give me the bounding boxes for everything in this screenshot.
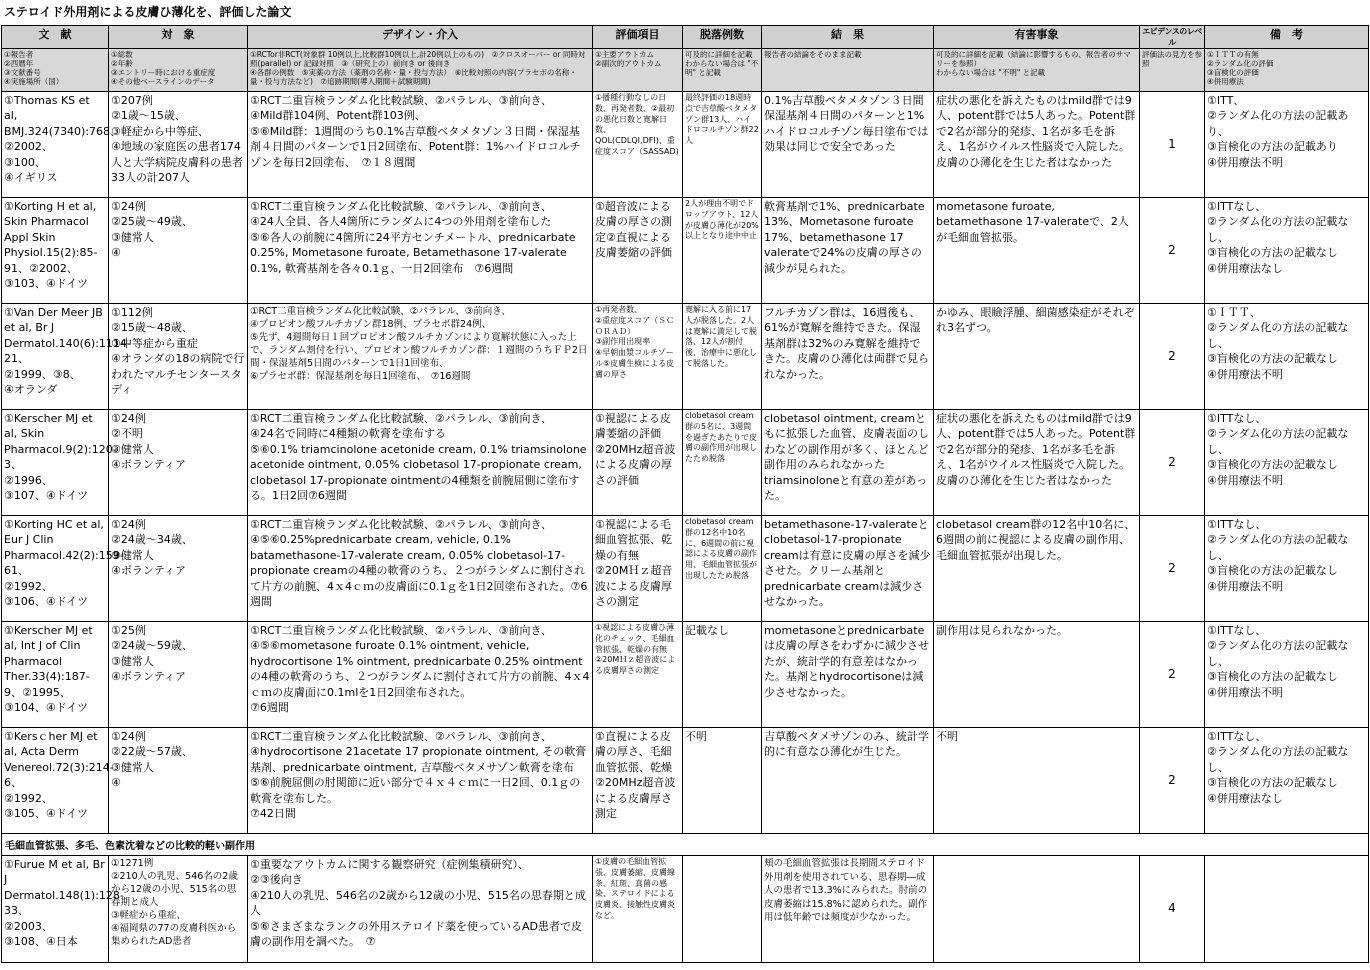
table-row bbox=[2, 198, 1369, 304]
page-title: ステロイド外用剤による皮膚ひ薄化を、評価した論文 bbox=[4, 5, 292, 19]
cell-evidence-level: 1 bbox=[1140, 92, 1205, 198]
cell-results: 0.1%吉草酸ベタメタゾン３日間保湿基剤４日間のパターンと1%ハイドロコルチゾン毎日塗布では効果は同じで安全であった bbox=[762, 92, 934, 198]
cell-adverse: 副作用は見られなかった。 bbox=[934, 622, 1140, 728]
table-row bbox=[2, 516, 1369, 622]
cell-subjects: ①24例 ②22歳～57歳、 ③健常人 ④ bbox=[109, 728, 248, 834]
cell-subjects: ①24例 ②不明 ③健常人 ④ボランティア bbox=[109, 410, 248, 516]
cell-reference: ①Korting HC et al, Eur J Clin Pharmacol.42(2):159-61、 ②1992、 ③106、④ドイツ bbox=[2, 516, 109, 622]
cell-reference: ①Kersｃher MJ et al, Acta Derm Venereol.72(3):214-6、 ②1992、 ③105、④ドイツ bbox=[2, 728, 109, 834]
cell-notes bbox=[1205, 856, 1369, 963]
cell-notes: ①ITTなし、 ②ランダム化の方法の記載なし、 ③盲検化の方法の記載なし ④併用療法なし bbox=[1205, 728, 1369, 834]
cell-adverse: かゆみ、眼瞼浮腫、細菌感染症がそれぞれ3名ずつ。 bbox=[934, 304, 1140, 410]
cell-adverse bbox=[934, 856, 1140, 963]
cell-results: 吉草酸ベタメサゾンのみ、統計学的に有意なひ薄化が生じた。 bbox=[762, 728, 934, 834]
cell-endpoints: ①視認による毛細血管拡張、乾燥の有無 ②20MＨｚ超音波による皮膚厚さの測定 bbox=[593, 516, 683, 622]
cell-design: ①RCT二重盲検ランダム化比較試験、②パラレル、③前向き、 ④⑤⑥mometasone furoate 0.1% ointment, vehicle, hydrocortisone 1% ointment, prednicarbate 0.25% ointment の4種の軟膏のうち、２つがランダムに割付されて片方の前腕、4ｘ4ｃｍの皮膚面に0.1mlを1日2回塗布された。 ⑦6週間 bbox=[248, 622, 593, 728]
cell-design: ①RCT二重盲検ランダム化比較試験、②パラレル、③前向き、 ④プロピオン酸フルチカゾン群18例、プラセボ群24例、 ⑤先ず、4週間毎日１回プロピオン酸フルチカゾンにより寛解状態に入った上で、ランダム割付を行い、プロピオン酸フルチカゾン群：１週間のうちＦＰ2日間・保湿基剤5日間のパターンで1日1回塗布、 ⑥プラセボ群：保湿基剤を毎日1回塗布、 ⑦16週間 bbox=[248, 304, 593, 410]
header-results: 結 果 bbox=[762, 26, 934, 49]
cell-reference: ①Kerscher MJ et al, Int J of Clin Pharmacol Ther.33(4):187-9、②1995、 ③104、④ドイツ bbox=[2, 622, 109, 728]
cell-notes: ①ITTなし、 ②ランダム化の方法の記載なし、 ③盲検化の方法の記載なし ④併用療法なし bbox=[1205, 198, 1369, 304]
cell-subjects: ①112例 ②15歳～48歳、 ③中等症から重症 ④オランダの18の病院で行われたマルチセンタースタディ bbox=[109, 304, 248, 410]
cell-dropouts: 記載なし bbox=[683, 622, 762, 728]
cell-subjects: ①207例 ②1歳～15歳、 ③軽症から中等症、 ④地域の家庭医の患者174人と大学病院皮膚科の患者33人の計207人 bbox=[109, 92, 248, 198]
cell-endpoints: ①再発者数、 ②重症度スコア（ＳＣＯＲＡＤ） ③副作用出現率 ④早朝血漿コルチゾール⑤皮膚生検による皮膚の厚さ bbox=[593, 304, 683, 410]
cell-adverse: mometasone furoate, betamethasone 17-valerateで、2人が毛細血管拡張。 bbox=[934, 198, 1140, 304]
cell-results: mometasoneとprednicarbateは皮膚の厚さをわずかに減少させたが、統計学的有意差はなかった。基剤とhydrocortisoneは減少させなかった。 bbox=[762, 622, 934, 728]
cell-evidence-level: 2 bbox=[1140, 198, 1205, 304]
table-row bbox=[2, 304, 1369, 410]
cell-notes: ①ITT、 ②ランダム化の方法の記載あり、 ③盲検化の方法の記載あり ④併用療法不明 bbox=[1205, 92, 1369, 198]
cell-evidence-level: 2 bbox=[1140, 622, 1205, 728]
cell-design: ①重要なアウトカムに関する観察研究（症例集積研究）、 ②③後向き ④210人の乳児、546名の2歳から12歳の小児、515名の思春期と成人 ⑤⑥さまざまなランクの外用ステロイド薬を使っているAD患者で皮膚の副作用を調べた。 ⑦ bbox=[248, 856, 593, 963]
cell-design: ①RCT二重盲検ランダム化比較試験、②パラレル、③前向き、 ④24名で同時に4種類の軟膏を塗布する ⑤⑥0.1% triamcinolone acetonide cream, 0.1% triamsinolone acetonide ointment, 0.05% clobetasol 17-propionate cream, clobetasol 17-propionate ointmentの4種類を前腕屈側に塗布する。1日2回⑦6週間 bbox=[248, 410, 593, 516]
subheader-design: ①RCTor非RCT(対象群 10例以上,比較群10例以上,計20例以上のもの) ②クロスオーバー or 同時対照(parallel) or 記録対照 ③（研究上の）前向き or 後向き ④各群の例数 ⑤実薬の方法（薬剤の名称・量・投与方法） ⑥比較対照の内容(プラセボの名称・量・投与方法など) ⑦追跡期間(導入期間＋試験期間) bbox=[248, 49, 593, 92]
cell-endpoints: ①視認による皮膚萎縮の評価 ②20MHz超音波による皮膚の厚さの評価 bbox=[593, 410, 683, 516]
subheader-row bbox=[2, 49, 1369, 92]
cell-dropouts: 最終評価の18週時点で吉草酸ベタメタゾン群13人、ハイドロコルチゾン群22人 bbox=[683, 92, 762, 198]
header-adverse: 有害事象 bbox=[934, 26, 1140, 49]
cell-notes: ①ITTなし、 ②ランダム化の方法の記載なし、 ③盲検化の方法の記載なし ④併用療法不明 bbox=[1205, 410, 1369, 516]
subheader-reference: ①報告者 ②西暦年 ③文献番号 ④実施場所（国） bbox=[2, 49, 109, 92]
cell-endpoints: ①播種行動なしの日数、再発者数、②最初の悪化日数と寛解日数、QOL(CDLQI,DFI)、重症度スコア（SASSAD) bbox=[593, 92, 683, 198]
cell-design: ①RCT二重盲検ランダム化比較試験、②パラレル、③前向き、 ④Mild群104例、Potent群103例、 ⑤⑥Mild群：1週間のうち0.1%吉草酸ベタメタゾン３日間・保湿基剤４日間のパターンで1日2回塗布、Potent群：1%ハイドロコルチゾンを毎日2回塗布、 ⑦１８週間 bbox=[248, 92, 593, 198]
subheader-dropouts: 可及的に詳細を記載 わからない場合は "不明" と記載 bbox=[683, 49, 762, 92]
cell-dropouts: clobetasol cream群の5名に、3週間を過ぎたあたりで皮膚の副作用が出現したため脱落 bbox=[683, 410, 762, 516]
subheader-endpoints: ①主要アウトカム ②副次的アウトカム bbox=[593, 49, 683, 92]
evidence-table bbox=[1, 25, 1369, 963]
cell-subjects: ①24例 ②24歳～34歳、 ③健常人 ④ボランティア bbox=[109, 516, 248, 622]
cell-notes: ①ＩＴＴ、 ②ランダム化の方法の記載なし、 ③盲検化の方法の記載なし ④併用療法不明 bbox=[1205, 304, 1369, 410]
cell-evidence-level: 2 bbox=[1140, 516, 1205, 622]
cell-endpoints: ①直視による皮膚の厚さ、毛細血管拡張、乾燥 ②20MHz超音波による皮膚厚さ測定 bbox=[593, 728, 683, 834]
subheader-subjects: ①総数 ②年齢 ③エントリー時における重症度 ④その他ベースラインのデータ bbox=[109, 49, 248, 92]
table-row bbox=[2, 728, 1369, 834]
cell-evidence-level: 2 bbox=[1140, 410, 1205, 516]
cell-results: 軟膏基剤で1%、prednicarbate 13%、Mometasone furoate 17%、betamethasone 17 valerateで24%の皮膚の厚さの減少が見られた。 bbox=[762, 198, 934, 304]
cell-adverse: 症状の悪化を訴えたものはmild群では9人、potent群では5人あった。Potent群で2名が部分的発疹、1名が多毛を訴え、1名がウイルス性脳炎で入院した。皮膚のひ薄化を生じた者はなかった bbox=[934, 92, 1140, 198]
cell-subjects: ①1271例 ②210人の乳児、546名の2歳から12歳の小児、515名の思春期と成人 ③軽症から重症、 ④福岡県の77の皮膚科医から集められたAD患者 bbox=[109, 856, 248, 963]
header-row bbox=[2, 26, 1369, 49]
header-design: デザイン・介入 bbox=[248, 26, 593, 49]
cell-dropouts: clobetasol cream群の12名中10名に、6週間の前に視認による皮膚の副作用、毛細血管拡張が出現したため脱落 bbox=[683, 516, 762, 622]
cell-adverse: 症状の悪化を訴えたものはmild群では9人、potent群では5人あった。Potent群で2名が部分的発疹、1名が多毛を訴え、1名がウイルス性脳炎で入院した。皮膚のひ薄化を生じた者はなかった bbox=[934, 410, 1140, 516]
cell-results: 頬の毛細血管拡張は長期間ステロイド外用剤を使用されている、思春期―成人の患者で13.3%にみられた。肘前の皮膚萎縮は15.8%に認められた。副作用は低年齢では頻度が少なかった。 bbox=[762, 856, 934, 963]
table-row bbox=[2, 410, 1369, 516]
cell-dropouts: 2人が理由不明でドロップアウト、12人が皮膚ひ薄化が20%以上となり途中中止 bbox=[683, 198, 762, 304]
cell-reference: ①Korting H et al, Skin Pharmacol Appl Skin Physiol.15(2):85-91、②2002、 ③103、④ドイツ bbox=[2, 198, 109, 304]
cell-adverse: clobetasol cream群の12名中10名に、6週間の前に視認による皮膚の副作用、毛細血管拡張が出現した。 bbox=[934, 516, 1140, 622]
cell-reference: ①Furue M et al, Br J Dermatol.148(1):128-33、 ②2003、 ③108、④日本 bbox=[2, 856, 109, 963]
cell-evidence-level: 4 bbox=[1140, 856, 1205, 963]
header-evidence-level: エビデンスのレベル bbox=[1140, 26, 1205, 49]
subheader-adverse: 可及的に詳細を記載（結論に影響するもの、報告者のサマリーを参照） わからない場合は "不明" と記載 bbox=[934, 49, 1140, 92]
section-title: 毛細血管拡張、多毛、色素沈着などの比較的軽い副作用 bbox=[2, 834, 1369, 856]
header-reference: 文 献 bbox=[2, 26, 109, 49]
cell-reference: ①Thomas KS et al, BMJ.324(7340):768、②2002、 ③100、 ④イギリス bbox=[2, 92, 109, 198]
cell-subjects: ①24例 ②25歳～49歳、 ③健常人 ④ bbox=[109, 198, 248, 304]
table-row bbox=[2, 622, 1369, 728]
cell-endpoints: ①視認による皮膚ひ薄化のチェック、毛細血管拡張、乾燥の有無 ②20MＨｚ超音波による皮膚厚さの測定 bbox=[593, 622, 683, 728]
cell-adverse: 不明 bbox=[934, 728, 1140, 834]
cell-notes: ①ITTなし、 ②ランダム化の方法の記載なし、 ③盲検化の方法の記載なし ④併用療法不明 bbox=[1205, 622, 1369, 728]
header-subjects: 対 象 bbox=[109, 26, 248, 49]
cell-evidence-level: 2 bbox=[1140, 304, 1205, 410]
cell-results: フルチカゾン群は、16週後も、61%が寛解を維持できた。保湿基剤群は32%のみ寛解を維持できた。皮膚のひ薄化は両群で見られなかった。 bbox=[762, 304, 934, 410]
cell-dropouts: 不明 bbox=[683, 728, 762, 834]
cell-design: ①RCT二重盲検ランダム化比較試験、②パラレル、③前向き、 ④24人全員、各人4箇所にランダムに4つの外用剤を塗布した ⑤⑥各人の前腕に4箇所に24平方センチメートル、prednicarbate 0.25%, Mometasone furoate, Betamethasone 17-valerate 0.1%, 軟膏基剤を各々0.1ｇ、一日2回塗布 ⑦6週間 bbox=[248, 198, 593, 304]
table-row bbox=[2, 92, 1369, 198]
cell-endpoints: ①超音波による皮膚の厚さの測定②直視による皮膚萎縮の評価 bbox=[593, 198, 683, 304]
cell-endpoints: ①皮膚の毛細血管拡張、皮膚萎縮、皮膚線条、紅斑、真菌の感染、ステロイドによる皮膚炎、接触性皮膚炎など。 bbox=[593, 856, 683, 963]
header-endpoints: 評価項目 bbox=[593, 26, 683, 49]
subheader-notes: ①ＩＴＴの有無 ②ランダム化の評価 ③盲検化の評価 ④併用療法 bbox=[1205, 49, 1369, 92]
cell-reference: ①Kerscher MJ et al, Skin Pharmacol.9(2):120-3、 ②1996、 ③107、④ドイツ bbox=[2, 410, 109, 516]
cell-evidence-level: 2 bbox=[1140, 728, 1205, 834]
subheader-results: 報告者の結論をそのまま記載 bbox=[762, 49, 934, 92]
cell-subjects: ①25例 ②24歳～59歳、 ③健常人 ④ボランティア bbox=[109, 622, 248, 728]
section-row bbox=[2, 834, 1369, 856]
subheader-evidence-level: 評価法の見方を参照 bbox=[1140, 49, 1205, 92]
cell-results: clobetasol ointment, creamともに拡張した血管、皮膚表面のしわなどの副作用が多く、ほとんど副作用のみられなかったtriamsinoloneと有意の差があった。 bbox=[762, 410, 934, 516]
cell-design: ①RCT二重盲検ランダム化比較試験、②パラレル、③前向き、 ④hydrocortisone 21acetate 17 propionate ointment, その軟膏基剤、prednicarbate ointment, 吉草酸ベタメサゾン軟膏を塗布 ⑤⑥前腕屈側の肘関節に近い部分で４ｘ４ｃｍに一日2回、0.1ｇの軟膏を塗布した。 ⑦42日間 bbox=[248, 728, 593, 834]
cell-dropouts: 寛解に入る前に17人が脱落した。2人は寛解に満足して脱落、12人が割付後、治療中に悪化して脱落した。 bbox=[683, 304, 762, 410]
cell-dropouts bbox=[683, 856, 762, 963]
cell-notes: ①ITTなし、 ②ランダム化の方法の記載なし、 ③盲検化の方法の記載なし ④併用療法不明 bbox=[1205, 516, 1369, 622]
cell-results: betamethasone-17-valerateとclobetasol-17-propionate creamは有意に皮膚の厚さを減少させた。クリーム基剤とprednicarbate creamは減少させなかった。 bbox=[762, 516, 934, 622]
cell-reference: ①Van Der Meer JB et al, Br J Dermatol.140(6):1114-21、 ②1999、③8、 ④オランダ bbox=[2, 304, 109, 410]
header-dropouts: 脱落例数 bbox=[683, 26, 762, 49]
cell-design: ①RCT二重盲検ランダム化比較試験、②パラレル、③前向き、 ④⑤⑥0.25%prednicarbate cream, vehicle, 0.1% batamethasone-17-valerate cream, 0.05% clobetasol-17-propionate creamの4種の軟膏のうち、２つがランダムに割付されて片方の前腕、4ｘ4ｃｍの皮膚面に0.1ｇを1日2回塗布された。⑦6週間 bbox=[248, 516, 593, 622]
table-row bbox=[2, 856, 1369, 963]
header-notes: 備 考 bbox=[1205, 26, 1369, 49]
